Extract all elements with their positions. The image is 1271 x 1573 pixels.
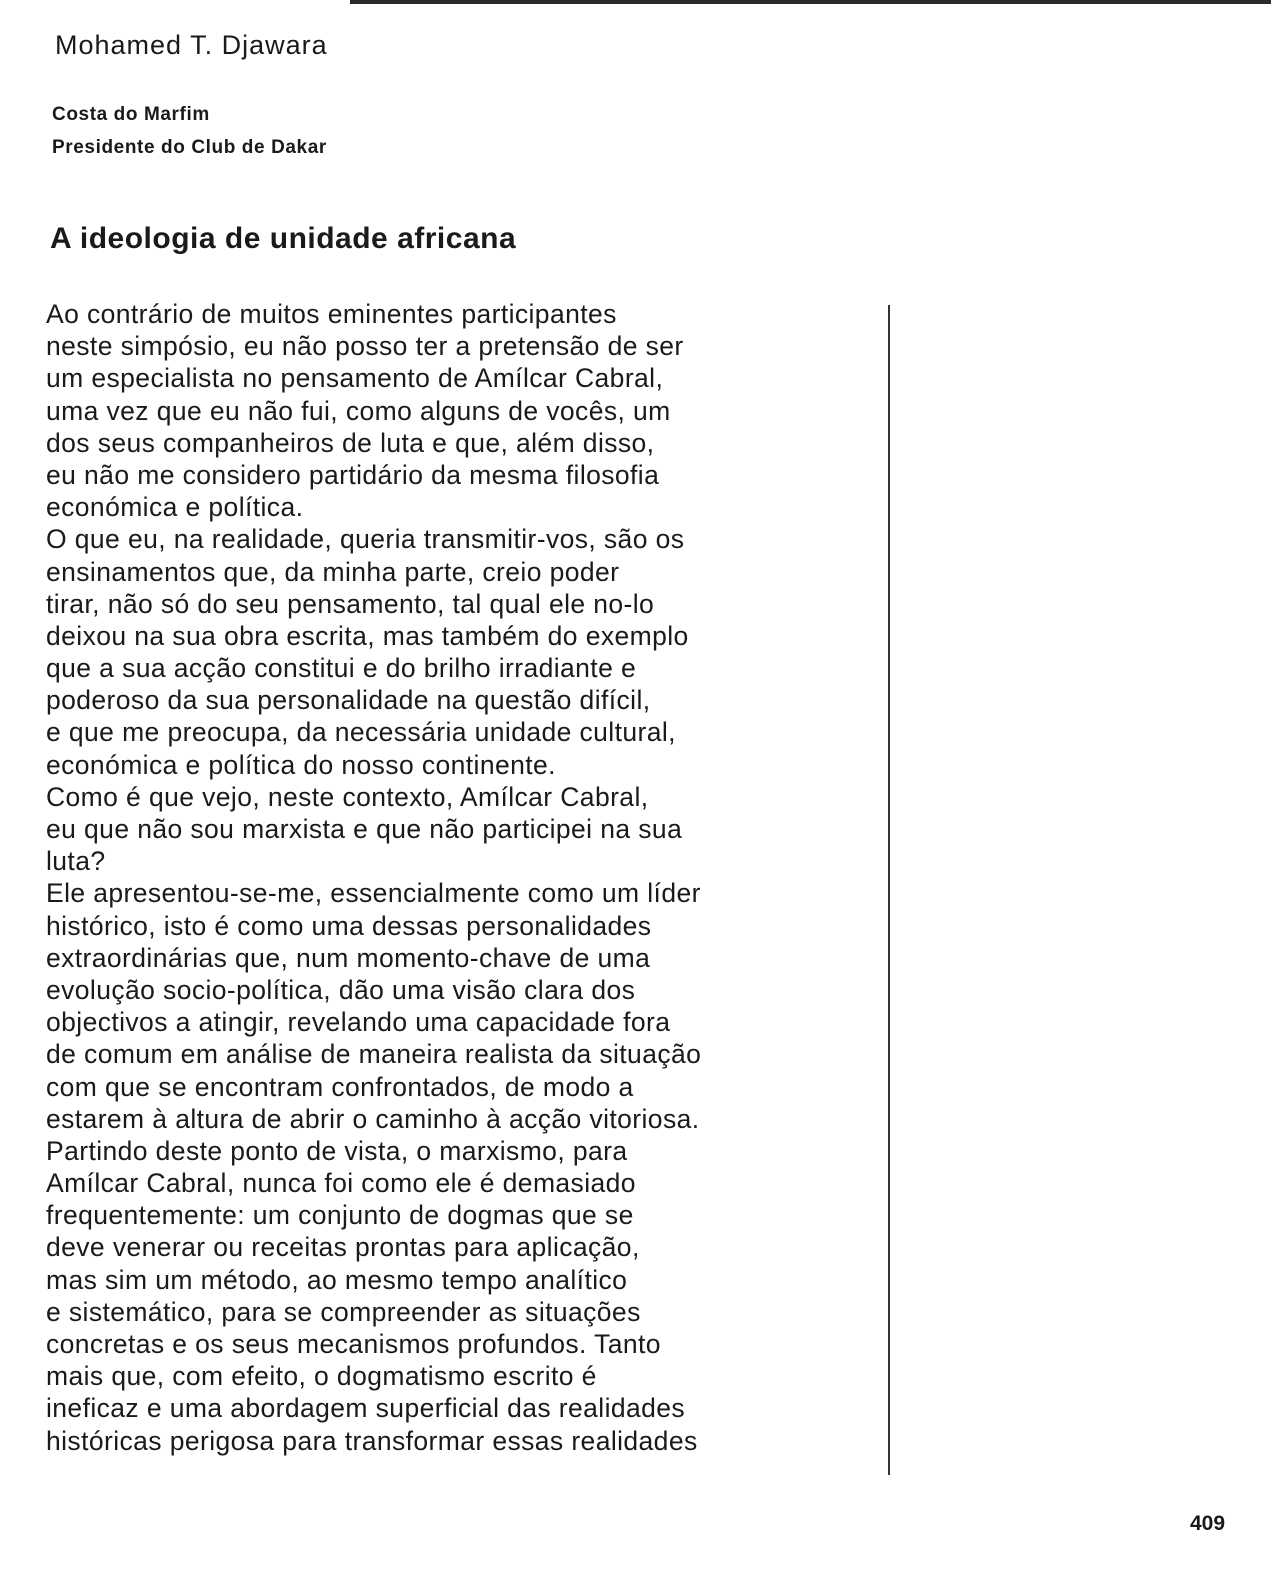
body-text-line: ineficaz e uma abordagem superficial das realidades (46, 1393, 686, 1424)
body-text-line: estarem à altura de abrir o caminho à acção vitoriosa. (46, 1103, 700, 1134)
author-name: Mohamed T. Djawara (55, 30, 328, 60)
affiliation-country: Costa do Marfim (52, 104, 210, 125)
body-text-line: um especialista no pensamento de Amílcar Cabral, (46, 363, 664, 394)
body-text-line: Partindo deste ponto de vista, o marxismo, para (46, 1135, 628, 1166)
body-text-line: dos seus companheiros de luta e que, além disso, (46, 427, 655, 458)
body-text-line: Amílcar Cabral, nunca foi como ele é demasiado (46, 1168, 636, 1199)
page-number: 409 (1190, 1512, 1226, 1535)
body-text-line: extraordinárias que, num momento-chave de uma (46, 942, 651, 973)
affiliation-role: Presidente do Club de Dakar (52, 137, 327, 158)
top-border-rule (350, 0, 1271, 4)
article-title: A ideologia de unidade africana (50, 222, 517, 255)
body-text-line: luta? (46, 846, 106, 877)
body-text-line: Ao contrário de muitos eminentes participantes (46, 299, 617, 329)
body-text-line: deixou na sua obra escrita, mas também do exemplo (46, 620, 689, 651)
body-text-line: neste simpósio, eu não posso ter a pretensão de ser (46, 331, 684, 362)
body-text-line: O que eu, na realidade, queria transmitir-vos, são os (46, 524, 685, 555)
body-text-line: concretas e os seus mecanismos profundos. Tanto (46, 1329, 661, 1359)
body-text-line: deve venerar ou receitas prontas para aplicação, (46, 1232, 640, 1263)
body-text-line: tirar, não só do seu pensamento, tal qual ele no-lo (46, 588, 655, 619)
article-body (46, 298, 876, 1457)
body-text-line: económica e política. (46, 492, 304, 523)
body-text-line: de comum em análise de maneira realista da situação (46, 1039, 702, 1070)
body-text-line: mais que, com efeito, o dogmatismo escrito é (46, 1361, 597, 1392)
body-text-line: frequentemente: um conjunto de dogmas que se (46, 1200, 634, 1231)
body-text-line: eu que não sou marxista e que não participei na sua (46, 814, 683, 844)
body-text-line: uma vez que eu não fui, como alguns de vocês, um (46, 395, 671, 426)
author-affiliation (52, 98, 327, 164)
body-text-line: ensinamentos que, da minha parte, creio poder (46, 556, 620, 587)
body-text-line: e que me preocupa, da necessária unidade cultural, (46, 717, 676, 748)
body-text-line: com que se encontram confrontados, de modo a (46, 1071, 634, 1102)
body-text-line: poderoso da sua personalidade na questão difícil, (46, 685, 651, 716)
body-text-line: económica e política do nosso continente. (46, 749, 556, 780)
body-text-line: objectivos a atingir, revelando uma capacidade fora (46, 1007, 671, 1038)
body-text-line: histórico, isto é como uma dessas personalidades (46, 910, 652, 941)
margin-vertical-rule (888, 305, 890, 1475)
body-text-line: Ele apresentou-se-me, essencialmente como um líder (46, 878, 701, 909)
body-text-line: evolução socio-política, dão uma visão clara dos (46, 974, 636, 1005)
body-text-line: eu não me considero partidário da mesma filosofia (46, 459, 660, 490)
body-text-line: Como é que vejo, neste contexto, Amílcar Cabral, (46, 781, 649, 812)
body-text-line: históricas perigosa para transformar essas realidades (46, 1425, 698, 1456)
body-text-line: e sistemático, para se compreender as situações (46, 1296, 641, 1327)
body-text-line: que a sua acção constitui e do brilho irradiante e (46, 653, 637, 684)
body-text-line: mas sim um método, ao mesmo tempo analítico (46, 1264, 628, 1295)
